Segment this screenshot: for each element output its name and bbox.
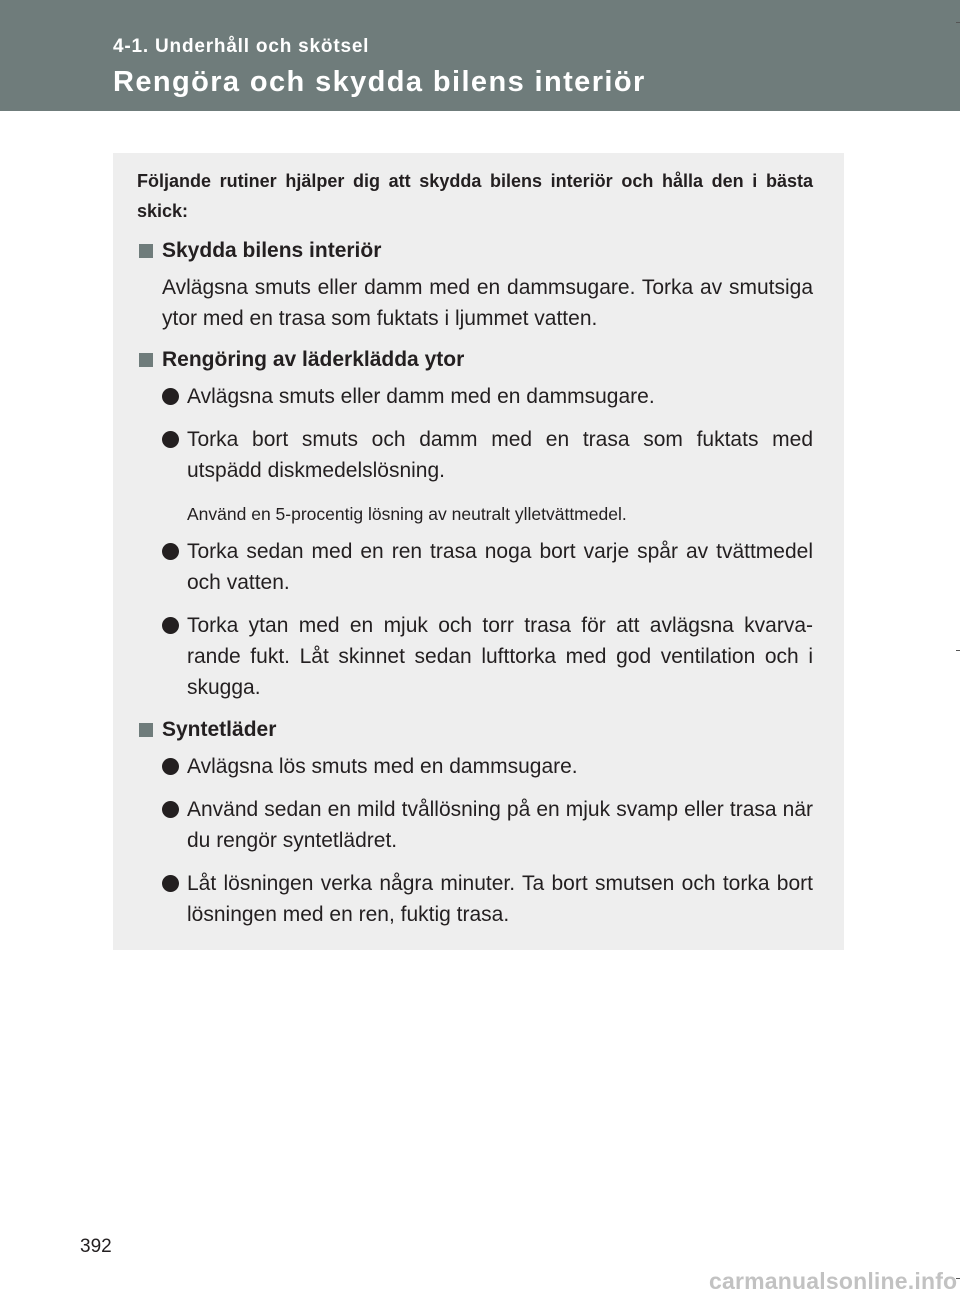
round-bullet-icon bbox=[162, 801, 179, 818]
section-heading: Syntetläder bbox=[162, 718, 277, 741]
section-heading: Rengöring av läderklädda ytor bbox=[162, 348, 465, 371]
crop-mark bbox=[956, 22, 960, 23]
square-bullet-icon bbox=[139, 353, 153, 367]
section-text: Avlägsna smuts eller damm med en dammsugare. Torka av smutsiga ytor med en trasa som fuktats i ljummet vatten. bbox=[162, 276, 813, 330]
round-bullet-icon bbox=[162, 543, 179, 560]
list-item: Låt lösningen verka några minuter. Ta bort smutsen och torka bort lösningen med en ren, fuktig trasa. bbox=[187, 872, 813, 926]
list-item: Torka bort smuts och damm med en trasa som fuktats med utspädd diskmedelslösning. bbox=[187, 428, 813, 482]
section-label: 4-1. Underhåll och skötsel bbox=[113, 36, 370, 57]
list-item: Avlägsna lös smuts med en dammsugare. bbox=[187, 755, 578, 778]
list-item: Använd sedan en mild tvållösning på en mjuk svamp eller trasa när du rengör syntetlädret. bbox=[187, 798, 813, 852]
list-item: Torka ytan med en mjuk och torr trasa för att avlägsna kvarva-rande fukt. Låt skinnet sedan lufttorka med god ventilation och i skugga. bbox=[187, 614, 813, 699]
section-heading: Skydda bilens interiör bbox=[162, 239, 382, 262]
page-title: Rengöra och skydda bilens interiör bbox=[113, 66, 646, 98]
round-bullet-icon bbox=[162, 758, 179, 775]
round-bullet-icon bbox=[162, 388, 179, 405]
list-item: Avlägsna smuts eller damm med en dammsugare. bbox=[187, 385, 655, 408]
note-text: Använd en 5-procentig lösning av neutralt ylletvättmedel. bbox=[187, 504, 627, 524]
round-bullet-icon bbox=[162, 431, 179, 448]
page-number: 392 bbox=[80, 1236, 112, 1257]
crop-mark bbox=[956, 650, 960, 651]
watermark: carmanualsonline.info bbox=[709, 1268, 958, 1294]
square-bullet-icon bbox=[139, 244, 153, 258]
list-item: Torka sedan med en ren trasa noga bort varje spår av tvättmedel och vatten. bbox=[187, 540, 813, 594]
intro-text: Följande rutiner hjälper dig att skydda bilens interiör och hålla den i bästa skick: bbox=[137, 171, 813, 221]
square-bullet-icon bbox=[139, 723, 153, 737]
chapter-header bbox=[0, 0, 960, 111]
round-bullet-icon bbox=[162, 617, 179, 634]
round-bullet-icon bbox=[162, 875, 179, 892]
